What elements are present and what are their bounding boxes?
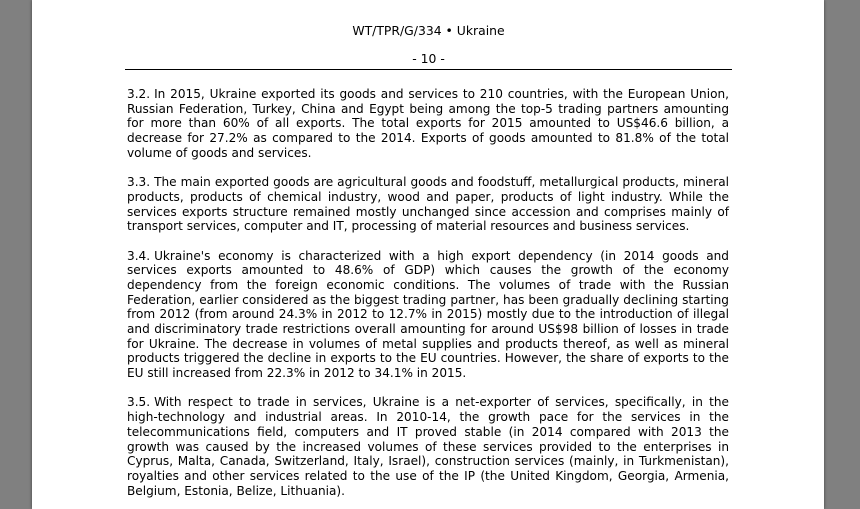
- paragraph-3-5: [127, 395, 729, 498]
- paragraph-3-4: [127, 249, 729, 381]
- paragraph-text: Ukraine's economy is characterized with a high export dependency (in 2014 goods and services exports amounted to 48.6% of GDP) which causes the growth of the economy dependency from the foreign economic conditions. The volumes of trade with the Russian Federation, earlier considered as the biggest trading partner, has been gradually declining starting from 2012 (from around 24.3% in 2012 to 12.7% in 2015) mostly due to the introduction of illegal and discriminatory trade restrictions overall amounting for around US$98 billion of losses in trade for Ukraine. The decrease in volumes of metal supplies and products thereof, as well as mineral products triggered the decline in exports to the EU countries. However, the share of exports to the EU still increased from 22.3% in 2012 to 34.1% in 2015.: [127, 248, 729, 381]
- document-reference: WT/TPR/G/334 • Ukraine: [352, 23, 505, 38]
- paragraph-text: The main exported goods are agricultural goods and foodstuff, metallurgical products, mineral products, products of chemical industry, wood and paper, products of light industry. While the services exports structure remained mostly unchanged since accession and comprises mainly of transport services, computer and IT, processing of material resources and business services.: [127, 175, 729, 234]
- paragraph-number: 3.4.: [127, 248, 151, 263]
- paragraph-text: With respect to trade in services, Ukraine is a net-exporter of services, specifically, in the high-technology and industrial areas. In 2010-14, the growth pace for the services in the telecommunications field, computers and IT proved stable (in 2014 compared with 2013 the growth was caused by the increased volumes of these services provided to the enterprises in Cyprus, Malta, Canada, Switzerland, Italy, Israel), construction services (mainly, in Turkmenistan), royalties and other services related to the use of the IP (the United Kingdom, Georgia, Armenia, Belgium, Estonia, Belize, Lithuania).: [127, 395, 729, 498]
- header-rule: [125, 69, 732, 70]
- paragraph-text: In 2015, Ukraine exported its goods and services to 210 countries, with the European Union, Russian Federation, Turkey, China and Egypt being among the top-5 trading partners amounting for more than 60% of all exports. The total exports for 2015 amounted to US$46.6 billion, a decrease for 27.2% as compared to the 2014. Exports of goods amounted to 81.8% of the total volume of goods and services.: [127, 87, 729, 160]
- paragraph-3-3: [127, 175, 729, 234]
- paragraph-number: 3.3.: [127, 175, 151, 190]
- page-header: [125, 16, 732, 72]
- document-body: [127, 87, 729, 509]
- paragraph-number: 3.5.: [127, 395, 151, 410]
- paragraph-number: 3.2.: [127, 87, 151, 101]
- paragraph-3-2: [127, 87, 729, 161]
- document-page: [32, 0, 824, 509]
- page-number: - 10 -: [412, 51, 445, 66]
